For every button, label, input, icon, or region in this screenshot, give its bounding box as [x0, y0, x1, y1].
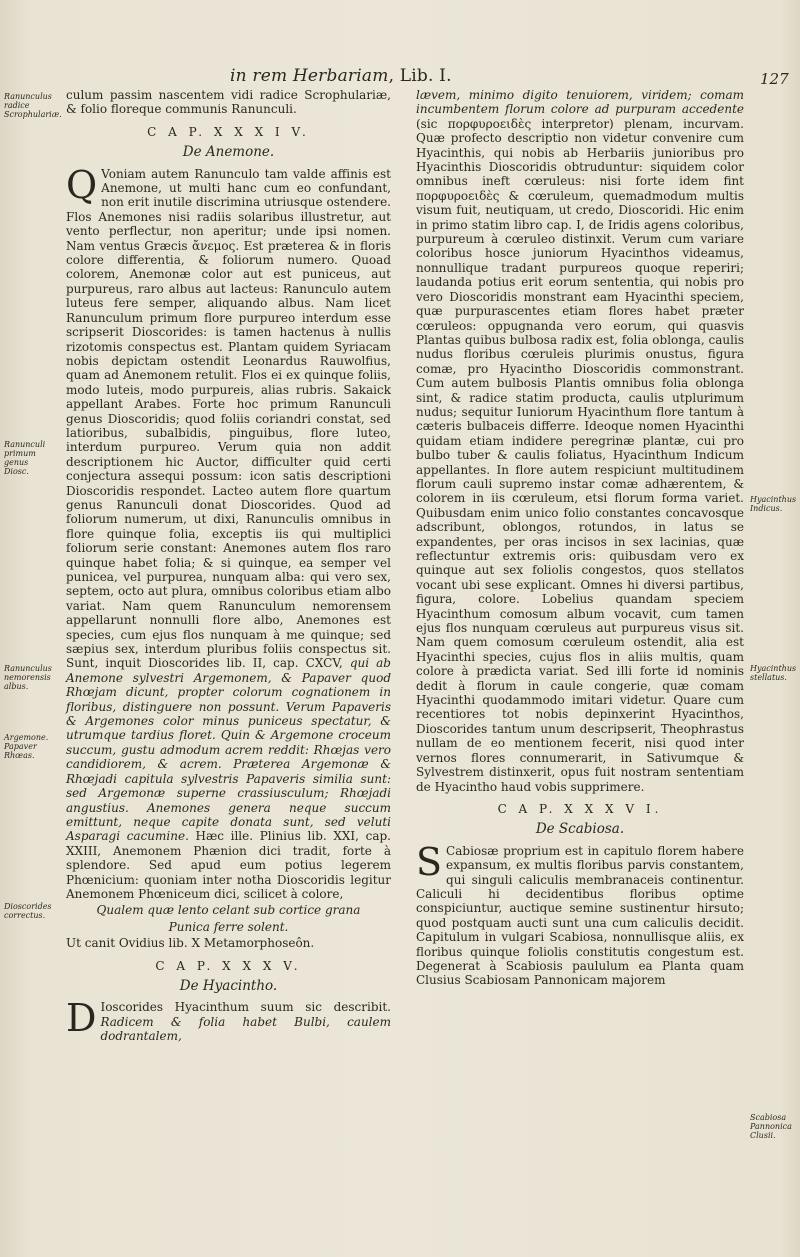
margin-note-2: Ranunculi primum genus Diosc. [4, 440, 46, 476]
paragraph-text: Cabiosæ proprium est in capitulo florem habere expansum, ex multis floribus parvis constantem, qui singuli caliculis membranaceis continentur. Caliculi hi decidentibus floribus optime conspiciuntur, auctique semine sustinentur hirsuto; quod postquam aucti sunt una cum caliculis decidit. Capitulum in vulgari Scabiosa, nonnullisque aliis, ex floribus quinque foliolis constitutis congestum est. Degenerat à Scabiosis paululum ea Planta quam Clusius Scabiosam Pannonicam majorem [416, 843, 744, 988]
quotation: lævem, minimo digito tenuiorem, viridem; comam incumbentem florum colore ad purpuram accedente [416, 88, 744, 117]
paragraph-text: Voniam autem Ranunculo tam valde affinis est Anemone, ut multi hanc cum eo confundant, non erit inutile discrimina utriusque ostendere. Flos Anemones nisi radiis solaribus illustretur, aut vento perflectur, non aperitur; unde ipsi nomen. Nam ventus Græcis ἄνεμος. Est præterea & in floris colore differentia, & foliorum numero. Quoad colorem, Anemonæ color aut est puniceus, aut purpureus, raro albus aut lacteus: Ranunculo autem luteus fere semper, aliquando albus. Nam licet Ranunculum primum flore purpureo interdum esse scripserit Dioscorides: is tamen hactenus à nullis rizotomis conspectus est. Plantam quidem Syriacam nobis depictam ostendit Leonardus Rauwolfius, quam ad Anemonem retulit. Flos ei ex quinque foliis, modo luteis, modo purpureis, alias rubris. Sakaick appellant Arabes. Forte hoc primum Ranunculi genus Dioscoridis; quod foliis coriandri constat, sed latioribus, subalbidis, pinguibus, flore luteo, interdum purpureo. Verum quia non addit descriptionem hic Auctor, difficulter quid certi conjectura assequi possum: icon satis descriptioni Dioscoridis respondet. Lacteo autem flore quartum genus Ranunculi donat Dioscorides. Quod ad foliorum numerum, ut dixi, Ranunculis omnibus in flore quinque folia, exceptis iis qui multiplici foliorum serie constant: Anemones autem flos raro quinque habet folia; & si quinque, ea semper vel punicea, vel purpurea, nunquam alba: qui vero sex, septem, octo aut plura, omnibus coloribus etiam albo variat. Nam quem Ranunculum nemorensem appellarunt nonnulli flore albo, Anemones est species, cum ejus flos nunquam à me quinque; sed sæpius sex, interdum pluribus foliis conspectus sit. [66, 166, 391, 657]
margin-note-5: Dioscorides correctus. [4, 902, 52, 920]
paragraph: culum passim nascentem vidi radice Scrophulariæ, & folio floreque communis Ranunculi. [66, 88, 391, 117]
right-column [416, 88, 744, 988]
chapter-title: De Hyacintho. [179, 977, 278, 994]
header-book: , Lib. I. [388, 66, 452, 86]
drop-cap: Q [66, 162, 98, 207]
quotation: qui ab Anemone sylvestri Argemonem, & Papaver quod Rhœjam dicunt, propter colorum cognationem in floribus, distinguere non possunt. Verum Papaveris & Argemones color minus puniceus spectatur, & utrumque tardius floret. Quin & Argemone croceum succum, gustu admodum acrem reddit: Rhœjas vero candidiorem, & acrem. Præterea Argemonæ & Rhœjadi capitula sylvestris Papaveris similia sunt: sed Argemonæ superne crassiusculum; Rhœjadi angustius. Anemones genera neque succum emittunt, neque capite donata sunt, sed veluti Asparagi cacumine. [66, 656, 391, 844]
paragraph-text: Hæc ille. Plinius lib. XXI, cap. XXIII, Anemonem Phænion dici tradit, forte à splendore. Sed apud eum potius legerem Phœnicium: quoniam inter notha Dioscoridis legitur Anemonem Phœniceum dici, scilicet à colore, [66, 829, 391, 901]
verse-line: Qualem quæ lento celant sub cortice grana [96, 903, 361, 918]
header-title: in rem Herbariam [230, 66, 389, 86]
drop-cap: S [416, 839, 443, 884]
paragraph [66, 162, 391, 902]
paragraph-text: (sic πορφυροειδὲς interpretor) plenam, incurvam. Quæ profecto descriptio non videtur convenire cum Hyacinthis, qui nobis ab Herbariis junioribus pro Hyacinthis Dioscoridis obtruduntur: siquidem color omnibus ineft cœruleus: nisi forte idem fint πορφυροειδὲς & cœruleum, quemadmodum multis visum fuit, neutiquam, ut credo, Dioscoridi. Hic enim in primo statim libro cap. I, de Iridis agens coloribus, purpureum à cœruleo distinxit. Verum cum variare coloribus hosce juniorum Hyacinthos videamus, nonnullique tradant purpureos quoque reperiri; laudanda potius erit eorum sententia, qui nobis pro vero Dioscoridis monstrant eam Hyacinthi speciem, quæ purpurascentes etiam flores habet præter cœruleos: oppugnanda vero eorum, qui quasvis Plantas quibus bulbosa radix est, folia oblonga, caulis nudus floribus cœruleis plurimis onustus, figura comæ, pro Hyacintho Dioscoridis commonstrant. Cum autem bulbosis Plantis omnibus folia oblonga sint, & radice statim producta, caulis utplurimum nudus; sequitur Iuniorum Hyacinthum flore tantum à cæteris bulbaceis differre. Ideoque nomen Hyacinthi quidam etiam indidere peregrinæ plantæ, cui pro bulbo tuber & caulis foliatus, Hyacinthum Indicum appellantes. In flore autem respiciunt multitudinem florum cauli supremo instar comæ adhærentem, & colorem in iis cœruleum, etsi florum forma variet. Quibusdam enim unico folio constantes concavosque adscribunt, oblongos, rotundos, in latus se expandentes, per oras incisos in sex lacinias, quæ reflectuntur extremis oris: quibusdam vero ex quinque aut sex foliolis congestos, quos stellatos vocant ubi sese explicant. Omnes hi diversi partibus, figura, colore. Lobelius quandam speciem Hyacinthum comosum album vocavit, cum tamen ejus flos nunquam cœruleus aut purpureus visus sit. Nam quem comosum cœruleum ostendit, alia est Hyacinthi species, cujus flos in aliis multis, quam colore à prædicta variat. Sed illi forte id nominis dedit à florum in caule congerie, quæ comam Hyacinthi quodammodo imitari videtur. Quare cum recentiores tot nobis depinxerint Hyacinthos, Dioscorides tantum unum descripserit, Theophrastus nullam de eo mentionem fecerit, nisi quod inter vernos flores connumerarit, in Sativumque & Sylvestrem distinxerit, opus fuit nostram sententiam de Hyacintho haud vobis supprimere. [416, 116, 744, 794]
paragraph: Ut canit Ovidius lib. X Metamorphoseôn. [66, 936, 315, 951]
margin-note-right-2: Hyacinthus stellatus. [750, 664, 797, 682]
margin-note-1: Ranunculus radice Scrophulariæ. [4, 92, 62, 119]
paragraph [416, 839, 744, 988]
chapter-heading: C A P. X X X V. [155, 958, 302, 973]
margin-note-right-1: Hyacinthus Indicus. [750, 495, 797, 513]
chapter-heading: C A P. X X X V I. [497, 801, 663, 816]
running-header [230, 66, 660, 86]
margin-note-3: Ranunculus nemorensis albus. [4, 664, 52, 691]
paragraph [66, 996, 391, 1044]
page-number: 127 [760, 70, 789, 88]
margin-note-4: Argemone. Papaver Rhœas. [4, 733, 49, 760]
chapter-title: De Scabiosa. [535, 821, 625, 838]
margin-note-right-3: Scabiosa Pannonica Clusii. [750, 1113, 792, 1140]
verse-line: Punica ferre solent. [168, 919, 289, 934]
chapter-title: De Anemone. [182, 144, 275, 161]
chapter-heading: C A P. X X X I V. [147, 124, 310, 139]
paragraph [416, 88, 744, 794]
quotation: Radicem & folia habet Bulbi, caulem dodrantalem, [100, 1014, 391, 1044]
paragraph-text: Sunt, inquit Dioscorides lib. II, cap. CXCV, [66, 656, 343, 671]
left-column [66, 88, 391, 1044]
drop-cap: D [66, 996, 97, 1041]
paragraph-text: Ioscorides Hyacinthum suum sic describit. [100, 1000, 391, 1015]
